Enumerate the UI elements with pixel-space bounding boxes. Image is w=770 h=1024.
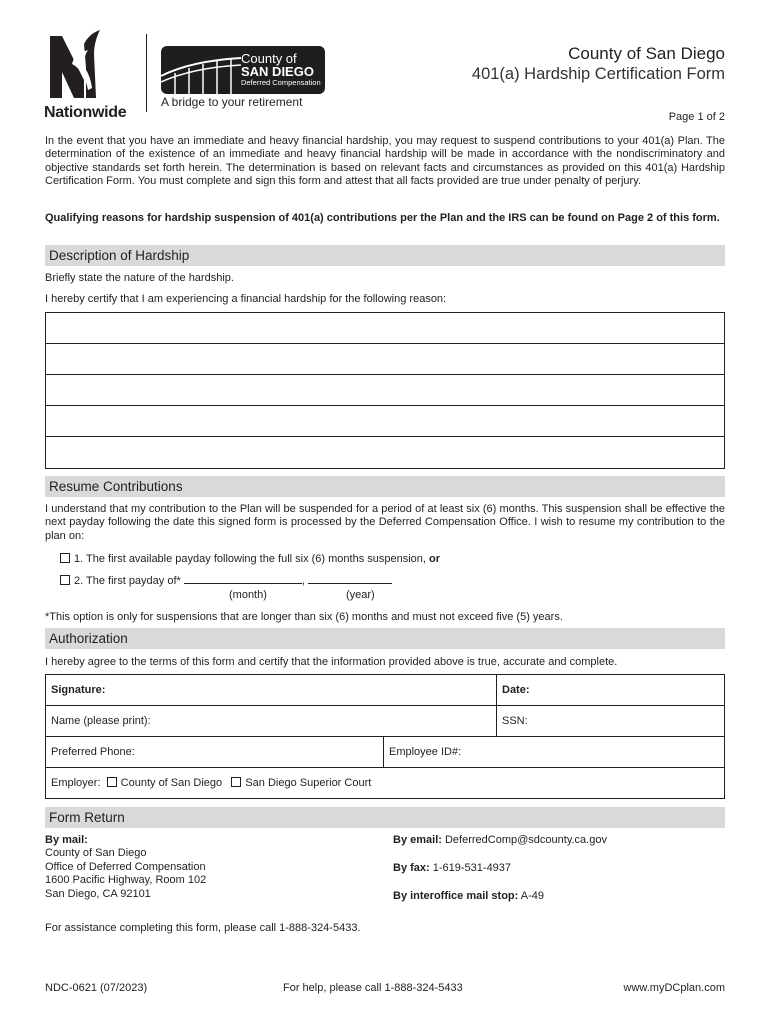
employer-court-label: San Diego Superior Court (245, 777, 372, 789)
document-subtitle: 401(a) Hardship Certification Form (471, 65, 725, 83)
mail-line: 1600 Pacific Highway, Room 102 (45, 874, 207, 887)
description-certify: I hereby certify that I am experiencing a financial hardship for the following reason: (45, 293, 447, 305)
county-deferred-comp-logo (161, 44, 325, 108)
employer-county-label: County of San Diego (120, 777, 223, 789)
logo-divider (146, 34, 147, 112)
description-instruction: Briefly state the nature of the hardship. (45, 272, 234, 284)
eagle-icon (44, 28, 108, 104)
by-fax-label: By fax: (393, 862, 430, 874)
ssn-field[interactable] (497, 706, 725, 737)
date-field[interactable] (497, 675, 725, 706)
nationwide-wordmark: Nationwide (44, 104, 127, 121)
mail-line: San Diego, CA 92101 (45, 887, 151, 900)
by-fax-line (393, 862, 511, 875)
nationwide-logo (44, 28, 140, 124)
employer-label: Employer: (51, 777, 101, 789)
intro-paragraph: In the event that you have an immediate and heavy financial hardship, you may request to suspend contributions to your 401(a) Plan. The determination of the existence of an immediate and heavy financial hardship will be made in accordance with the nondiscriminatory and objective standards set forth herein. The determination is based on relevant facts and circumstances as provided on this 401(a) Hardship Certification Form. You must complete and sign this form and attest that all facts provided are true under penalty of perjury. (45, 135, 725, 188)
hardship-reason-line[interactable] (46, 437, 724, 468)
phone-field[interactable] (46, 737, 384, 768)
year-field[interactable] (308, 583, 392, 584)
by-mail-block (45, 834, 365, 901)
option-2-checkbox[interactable] (60, 575, 70, 585)
county-logo-badge (161, 46, 325, 94)
by-interoffice-line (393, 890, 544, 903)
footer-website[interactable]: www.myDCplan.com (623, 982, 725, 994)
interoffice-label: By interoffice mail stop: (393, 890, 519, 902)
employer-row (46, 768, 725, 799)
month-label: (month) (229, 589, 267, 601)
employer-county-checkbox[interactable] (107, 777, 117, 787)
option-2-label: 2. The first payday of* (74, 575, 181, 587)
resume-paragraph: I understand that my contribution to the Plan will be suspended for a period of at least six (6) months. This suspension shall be effective the next payday following the date this signed form is processed by the Deferred Compensation Office. I wish to resume my contribution to the plan on: (45, 503, 725, 542)
form-code: NDC-0621 (07/2023) (45, 982, 148, 994)
hardship-reason-line[interactable] (46, 344, 724, 375)
resume-option-2: 2. The first payday of* , (60, 575, 392, 587)
resume-footnote: *This option is only for suspensions that are longer than six (6) months and must not exceed five (5) years. (45, 611, 563, 623)
authorization-statement: I hereby agree to the terms of this form and certify that the information provided above is true, accurate and complete. (45, 656, 618, 668)
bridge-icon (161, 46, 241, 94)
option-1-label: 1. The first available payday following the full six (6) months suspension, (74, 553, 430, 565)
employee-id-label: Employee ID#: (389, 746, 462, 758)
section-heading-resume: Resume Contributions (45, 476, 725, 497)
assistance-note: For assistance completing this form, please call 1-888-324-5433. (45, 922, 361, 934)
by-email-label: By email: (393, 834, 442, 846)
fax-number: 1-619-531-4937 (432, 862, 512, 874)
mail-line: County of San Diego (45, 847, 147, 860)
hardship-reason-box[interactable] (45, 312, 725, 469)
ssn-label: SSN: (502, 715, 528, 727)
authorization-table (45, 674, 725, 799)
hardship-reason-line[interactable] (46, 375, 724, 406)
resume-option-1 (60, 553, 440, 565)
footer-help: For help, please call 1-888-324-5433 (283, 982, 463, 994)
name-label: Name (please print): (51, 715, 151, 727)
email-address[interactable]: DeferredComp@sdcounty.ca.gov (444, 834, 607, 846)
hardship-reason-line[interactable] (46, 313, 724, 344)
by-email-line (393, 834, 607, 847)
by-mail-label: By mail: (45, 834, 88, 846)
hardship-reason-line[interactable] (46, 406, 724, 437)
phone-label: Preferred Phone: (51, 746, 135, 758)
signature-field[interactable] (46, 675, 497, 706)
county-logo-line1: County of (241, 51, 297, 66)
county-logo-line3: Deferred Compensation (241, 78, 321, 87)
date-label: Date: (502, 684, 530, 696)
employee-id-field[interactable] (384, 737, 725, 768)
page-number: Page 1 of 2 (668, 111, 725, 123)
employer-court-checkbox[interactable] (231, 777, 241, 787)
year-label: (year) (346, 589, 375, 601)
qualifying-reasons-note: Qualifying reasons for hardship suspension of 401(a) contributions per the Plan and the IRS can be found on Page 2 of this form. (45, 212, 720, 224)
mail-line: Office of Deferred Compensation (45, 860, 206, 873)
document-title: County of San Diego (568, 44, 725, 63)
option-1-or: or (429, 553, 441, 565)
name-field[interactable] (46, 706, 497, 737)
county-logo-tagline: A bridge to your retirement (161, 95, 303, 109)
county-logo-line2: SAN DIEGO (241, 64, 314, 79)
signature-label: Signature: (51, 684, 106, 696)
section-heading-description: Description of Hardship (45, 245, 725, 266)
section-heading-form-return: Form Return (45, 807, 725, 828)
month-field[interactable] (184, 583, 302, 584)
section-heading-authorization: Authorization (45, 628, 725, 649)
interoffice-stop: A-49 (520, 890, 544, 902)
option-1-checkbox[interactable] (60, 553, 70, 563)
